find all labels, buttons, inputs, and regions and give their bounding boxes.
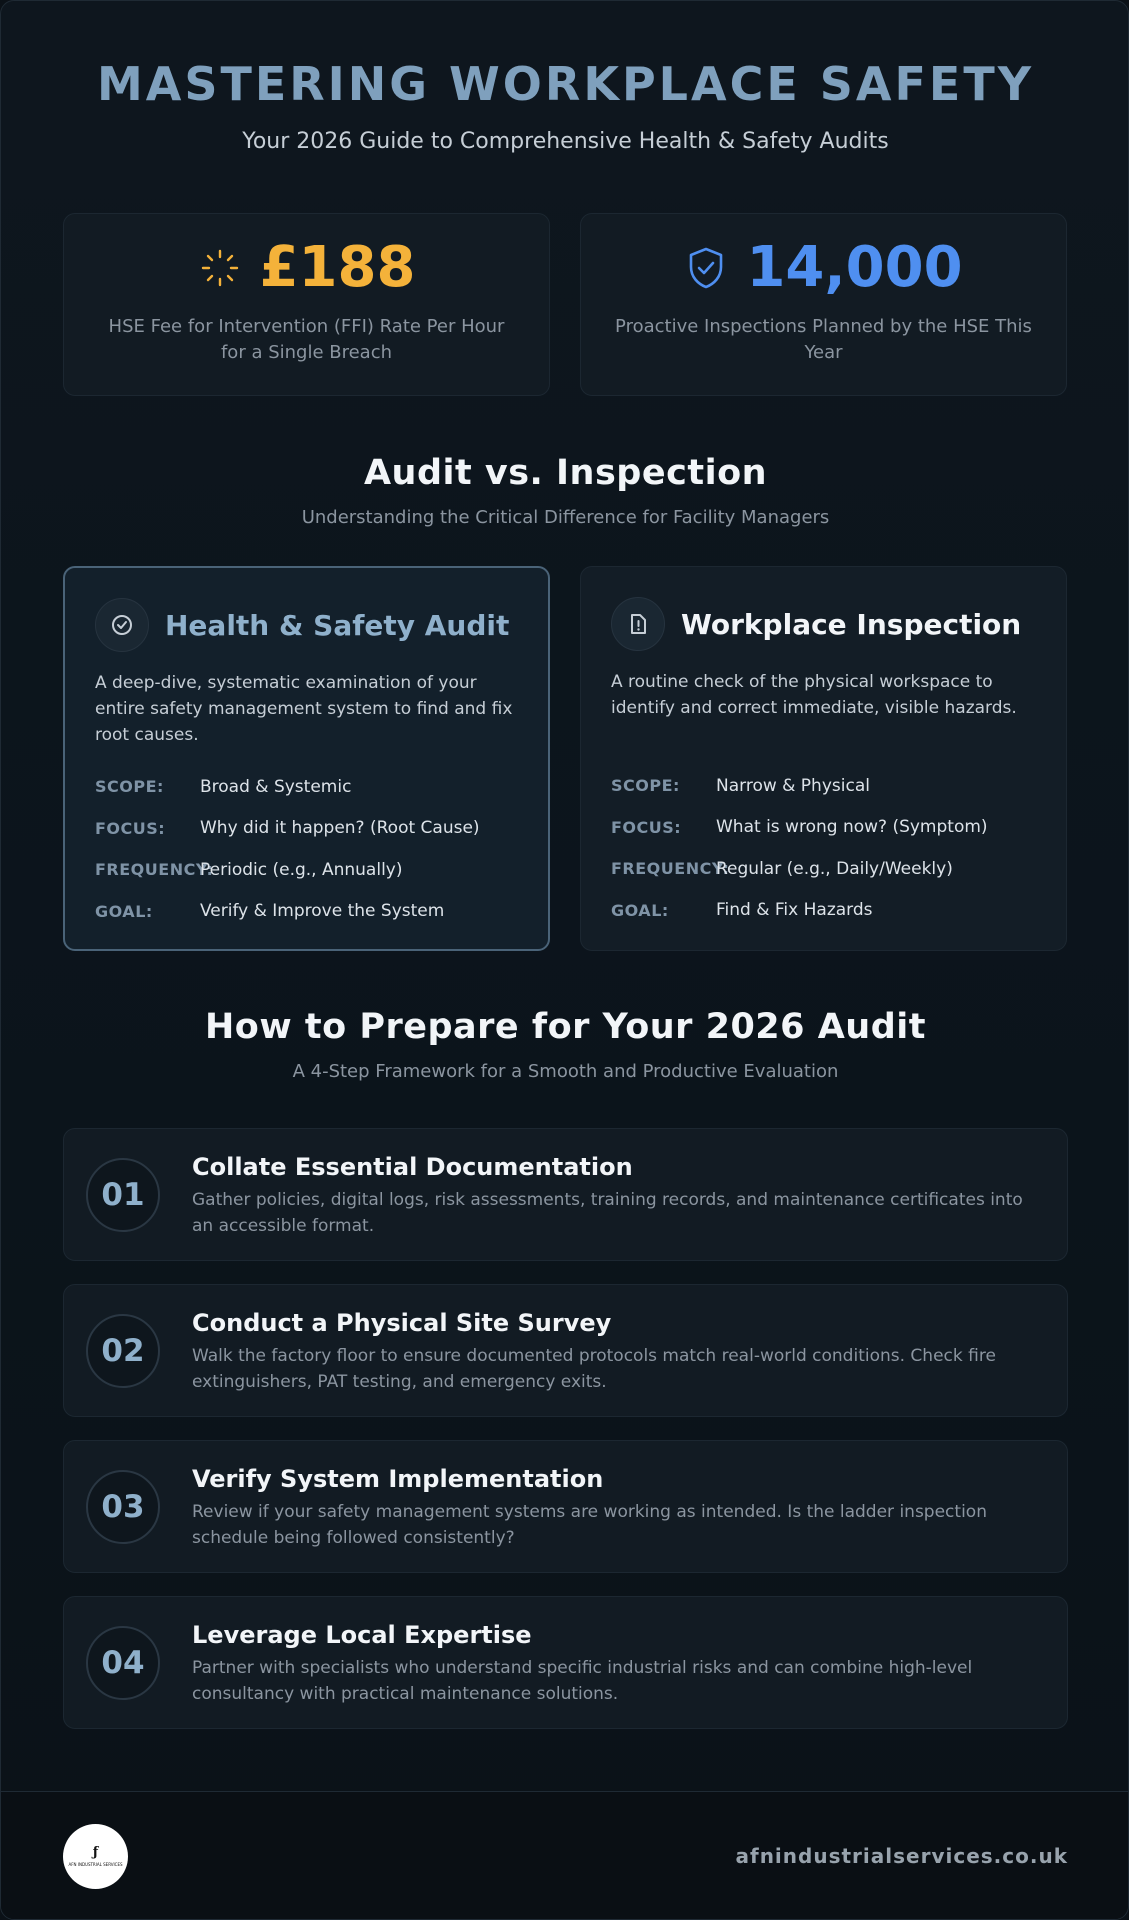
step-description: Gather policies, digital logs, risk assessments, training records, and maintenance certificates into an accessible format. — [192, 1190, 1023, 1236]
row-key: FOCUS: — [611, 817, 682, 837]
header — [1, 57, 1129, 154]
website-link[interactable]: afnindustrialservices.co.uk — [735, 1844, 1068, 1868]
logo-mark: ƒ — [92, 1845, 99, 1860]
check-circle-icon — [95, 598, 149, 652]
step-number: 02 — [86, 1314, 160, 1388]
stat-value-ffi: £188 — [259, 235, 416, 300]
audit-row-focus — [95, 808, 518, 850]
stat-value-inspections: 14,000 — [746, 235, 963, 300]
page-subtitle: Your 2026 Guide to Comprehensive Health & Safety Audits — [242, 129, 889, 154]
step-description: Partner with specialists who understand specific industrial risks and can combine high-level consultancy with practical maintenance solutions. — [192, 1658, 973, 1704]
row-value: Why did it happen? (Root Cause) — [200, 818, 480, 839]
row-value: Verify & Improve the System — [200, 901, 445, 922]
step-title: Collate Essential Documentation — [192, 1153, 633, 1181]
stat-card-inspections — [580, 213, 1067, 396]
page-title: MASTERING WORKPLACE SAFETY — [96, 57, 1035, 111]
comparison-heading — [1, 453, 1129, 528]
row-value: Broad & Systemic — [200, 776, 352, 797]
row-key: SCOPE: — [611, 776, 680, 796]
comparison-title: Audit vs. Inspection — [363, 453, 768, 493]
step-title: Conduct a Physical Site Survey — [192, 1309, 612, 1337]
audit-row-frequency — [95, 849, 518, 891]
step-card-3 — [63, 1440, 1068, 1573]
stat-label-inspections: Proactive Inspections Planned by the HSE This Year — [615, 316, 1032, 363]
step-description: Review if your safety management systems are working as intended. Is the ladder inspection schedule being followed consistently? — [192, 1502, 987, 1548]
audit-card-description: A deep-dive, systematic examination of your entire safety management system to find and fix root causes. — [95, 673, 513, 745]
step-card-2 — [63, 1284, 1068, 1417]
step-number: 04 — [86, 1626, 160, 1700]
stat-card-ffi — [63, 213, 550, 396]
shield-check-icon — [684, 246, 728, 290]
company-logo[interactable] — [63, 1824, 128, 1889]
prepare-heading — [1, 1007, 1129, 1082]
step-description: Walk the factory floor to ensure documented protocols match real-world conditions. Check fire extinguishers, PAT testing, and emergency exits. — [192, 1346, 996, 1392]
row-key: GOAL: — [611, 900, 669, 920]
row-value: Periodic (e.g., Annually) — [200, 859, 403, 880]
row-key: FREQUENCY: — [95, 860, 214, 880]
audit-card-title: Health & Safety Audit — [165, 608, 510, 642]
document-alert-icon — [611, 597, 665, 651]
step-number: 01 — [86, 1158, 160, 1232]
row-key: FREQUENCY: — [611, 859, 730, 879]
row-key: SCOPE: — [95, 777, 164, 797]
step-number: 03 — [86, 1470, 160, 1544]
audit-row-scope — [95, 766, 518, 808]
prepare-title: How to Prepare for Your 2026 Audit — [205, 1007, 926, 1047]
inspection-card — [580, 566, 1067, 951]
stat-label-ffi: HSE Fee for Intervention (FFI) Rate Per Hour for a Single Breach — [108, 316, 505, 363]
footer — [1, 1791, 1129, 1920]
sun-burst-icon — [198, 246, 242, 290]
comparison-subtitle: Understanding the Critical Difference for Facility Managers — [301, 507, 830, 528]
row-value: Regular (e.g., Daily/Weekly) — [716, 858, 953, 879]
inspection-row-frequency — [611, 848, 1036, 890]
row-value: Find & Fix Hazards — [716, 900, 873, 921]
step-title: Verify System Implementation — [192, 1465, 604, 1493]
inspection-row-focus — [611, 807, 1036, 849]
audit-card — [63, 566, 550, 951]
inspection-card-title: Workplace Inspection — [681, 607, 1022, 641]
logo-text: AFN INDUSTRIAL SERVICES — [68, 1862, 123, 1867]
row-value: Narrow & Physical — [716, 775, 870, 796]
row-value: What is wrong now? (Symptom) — [716, 817, 988, 838]
row-key: FOCUS: — [95, 818, 166, 838]
row-key: GOAL: — [95, 901, 153, 921]
step-title: Leverage Local Expertise — [192, 1621, 532, 1649]
audit-attributes — [95, 766, 518, 932]
prepare-subtitle: A 4-Step Framework for a Smooth and Productive Evaluation — [292, 1061, 839, 1082]
inspection-card-description: A routine check of the physical workspace to identify and correct immediate, visible hazards. — [611, 672, 1017, 718]
audit-row-goal — [95, 891, 518, 933]
inspection-row-goal — [611, 890, 1036, 932]
inspection-row-scope — [611, 765, 1036, 807]
step-card-1 — [63, 1128, 1068, 1261]
step-card-4 — [63, 1596, 1068, 1729]
inspection-attributes — [611, 765, 1036, 931]
